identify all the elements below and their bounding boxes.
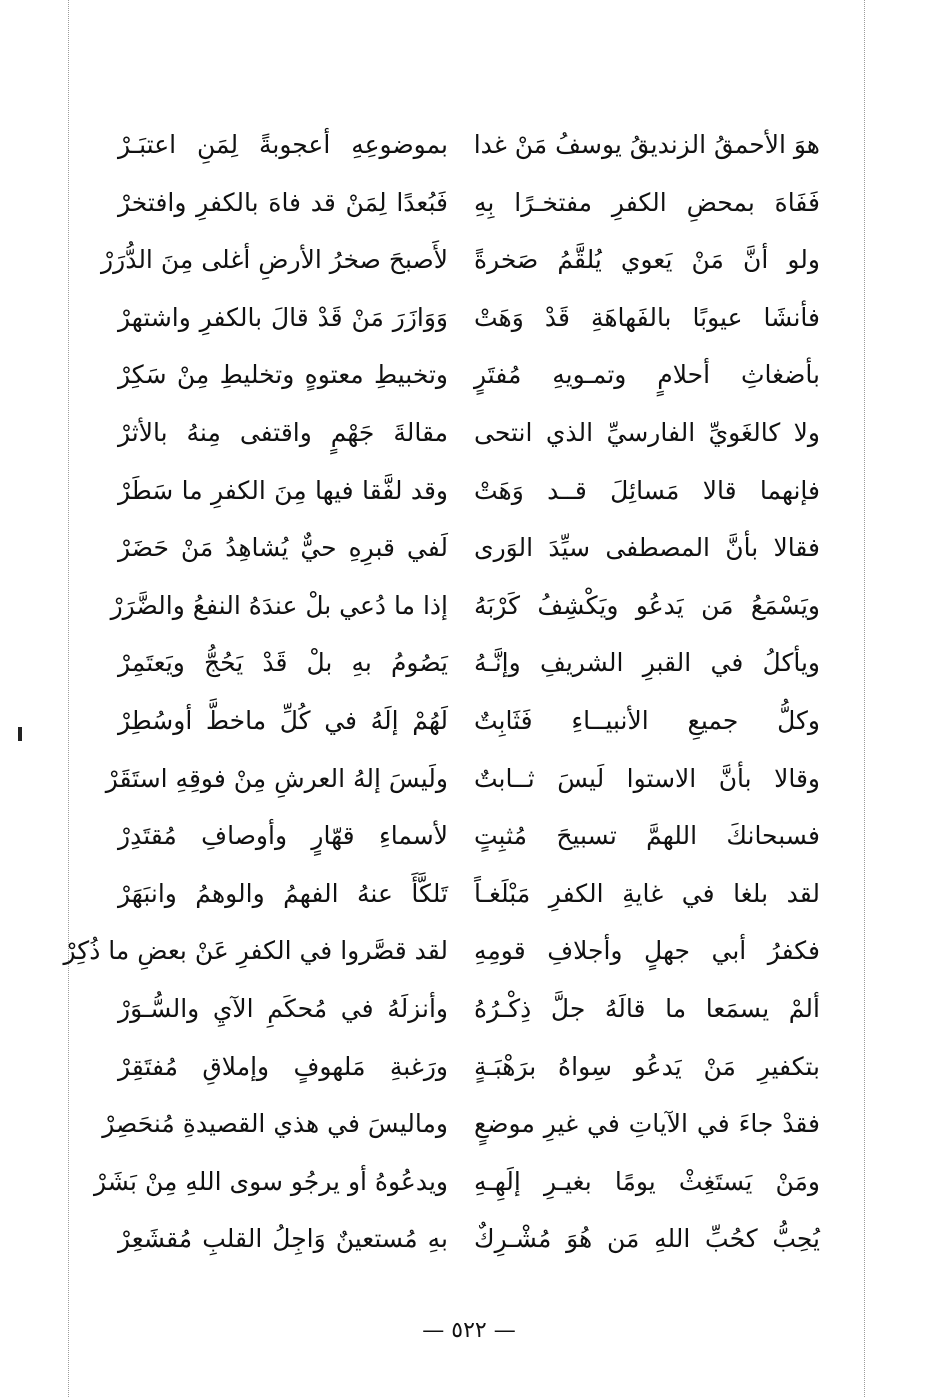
right-hemistich: يُحِبُّ كحُبِّ اللهِ مَن هُوَ مُشْـرِكٌ bbox=[474, 1224, 820, 1254]
poem bbox=[0, 118, 938, 1268]
right-hemistich: فسبحانكَ اللهمَّ تسبيحَ مُثبِتٍ bbox=[474, 821, 820, 851]
left-hemistich: لأَصبحَ صخرُ الأرضِ أغلى مِنَ الدُّرَرْ bbox=[101, 245, 448, 275]
left-hemistich: فَبُعدًا لِمَنْ قد فاهَ بالكفرِ وافتخرْ bbox=[118, 187, 448, 217]
left-hemistich: لَهُمْ إلَهُ في كُلِّ ماخطَّ أوسُطِرْ bbox=[118, 706, 448, 735]
couplet-row bbox=[0, 579, 938, 635]
left-hemistich: لأسماءِ قهّارٍ وأوصافِ مُقتَدِرْ bbox=[118, 821, 448, 851]
right-hemistich: بتكفيرِ مَنْ يَدعُو سِواهُ برَهْبَـةٍ bbox=[474, 1051, 820, 1081]
right-hemistich: فأنشَا عيوبًا بالفَهاهَةِ قَدْ وَهَتْ bbox=[474, 302, 820, 332]
right-hemistich: ألمْ يسمَعا ما قالَهُ جلَّ ذِكْـرُهُ bbox=[474, 994, 820, 1023]
right-hemistich: ومَنْ يَستَغِثْ يومًا بغيـرِ إلَهِـهِ bbox=[474, 1166, 820, 1196]
right-hemistich: ويأكلُ في القبرِ الشريفِ وإنَّـهُ bbox=[474, 648, 820, 678]
right-hemistich: ويَسْمَعُ مَن يَدعُو ويَكْشِفُ كَرْبَهُ bbox=[474, 590, 820, 620]
right-hemistich: وقالا بأنَّ الاستوا لَيسَ ثــابتٌ bbox=[474, 763, 820, 793]
left-hemistich: بهِ مُستعينٌ وَاجِلُ القلبِ مُقشَعِرْ bbox=[118, 1224, 448, 1254]
left-hemistich: ولَيسَ إلهُ العرشِ مِنْ فوقِهِ استَقَرْ bbox=[105, 763, 448, 793]
couplet-row bbox=[0, 233, 938, 289]
couplet-row bbox=[0, 348, 938, 404]
right-hemistich: هوَ الأحمقُ الزنديقُ يوسفُ مَنْ غدا bbox=[473, 130, 820, 159]
left-hemistich: يَصُومُ بهِ بلْ قَدْ يَحُجُّ ويَعتَمِرْ bbox=[118, 648, 448, 678]
left-hemistich: بموضوعِهِ أعجوبةً لِمَنِ اعتبَـرْ bbox=[118, 130, 448, 159]
couplet-row bbox=[0, 867, 938, 923]
left-hemistich: وَوَازَرَ مَنْ قَدْ قالَ بالكفرِ واشتهرْ bbox=[118, 302, 448, 332]
left-hemistich: مقالةَ جَهْمٍ واقتفى مِنهُ بالأثرْ bbox=[118, 418, 448, 447]
couplet-row bbox=[0, 118, 938, 174]
couplet-row bbox=[0, 464, 938, 520]
couplet-row bbox=[0, 521, 938, 577]
right-hemistich: ولو أنَّ مَنْ يَعوي يُلقَّمُ صَخرةً bbox=[474, 245, 820, 275]
right-hemistich: فَفَاهَ بمحضِ الكفرِ مفتخـرًا بِهِ bbox=[474, 187, 820, 217]
couplet-row bbox=[0, 694, 938, 750]
left-hemistich: إذا ما دُعي بلْ عندَهُ النفعُ والضَّرَرْ bbox=[110, 590, 448, 620]
couplet-row bbox=[0, 406, 938, 462]
couplet-row bbox=[0, 1155, 938, 1211]
right-hemistich: فقدْ جاءَ في الآياتِ في غيرِ موضعٍ bbox=[474, 1109, 820, 1139]
couplet-row bbox=[0, 636, 938, 692]
right-hemistich: ولا كالغَويِّ الفارسيِّ الذي انتحى bbox=[474, 418, 820, 447]
left-hemistich: لقد قصَّروا في الكفرِ عَنْ بعضِ ما ذُكِرْ bbox=[63, 936, 448, 966]
right-hemistich: فكفرُ أبي جهلٍ وأجلافِ قومِهِ bbox=[474, 936, 820, 966]
left-hemistich: وأنزلَهُ في مُحكَمِ الآيِ والسُّـوَرْ bbox=[118, 994, 448, 1023]
right-hemistich: فقالا بأنَّ المصطفى سيِّدَ الوَرى bbox=[474, 533, 820, 563]
left-hemistich: ورَغبةِ مَلهوفٍ وإملاقِ مُفتَقِرْ bbox=[118, 1051, 448, 1081]
left-hemistich: لَفي قبرِهِ حيٌّ يُشاهِدُ مَنْ حَضَرْ bbox=[118, 533, 448, 563]
couplet-row bbox=[0, 1040, 938, 1096]
couplet-row bbox=[0, 924, 938, 980]
couplet-row bbox=[0, 176, 938, 232]
couplet-row bbox=[0, 1097, 938, 1153]
right-hemistich: فإنهما قالا مَسائِلَ قــد وَهَتْ bbox=[474, 475, 820, 505]
couplet-row bbox=[0, 291, 938, 347]
couplet-row bbox=[0, 752, 938, 808]
left-hemistich: وماليسَ في هذي القصيدةِ مُنحَصِرْ bbox=[102, 1109, 448, 1139]
left-hemistich: وقد لفَّقا فيها مِنَ الكفرِ ما سَطَرْ bbox=[118, 475, 448, 505]
couplet-row bbox=[0, 1212, 938, 1268]
couplet-row bbox=[0, 809, 938, 865]
page-number: — ٥٢٢ — bbox=[422, 1318, 516, 1343]
right-hemistich: بأضغاثِ أحلامٍ وتمـويهِ مُفتَرٍ bbox=[474, 360, 820, 390]
left-hemistich: ويدعُوهُ أو يرجُو سوى اللهِ مِنْ بَشَرْ bbox=[93, 1166, 448, 1196]
left-hemistich: تَلكَّأَ عنهُ الفهمُ والوهمُ وانبَهَرْ bbox=[118, 878, 448, 908]
couplet-row bbox=[0, 982, 938, 1038]
left-hemistich: وتخبيطِ معتوهٍ وتخليطِ مِنْ سَكِرْ bbox=[118, 360, 448, 390]
right-hemistich: وكلُّ جميعِ الأنبيــاءِ فَثَابِتٌ bbox=[474, 706, 820, 735]
right-hemistich: لقد بلغا في غايةِ الكفرِ مَبْلَغـاً bbox=[474, 878, 820, 908]
